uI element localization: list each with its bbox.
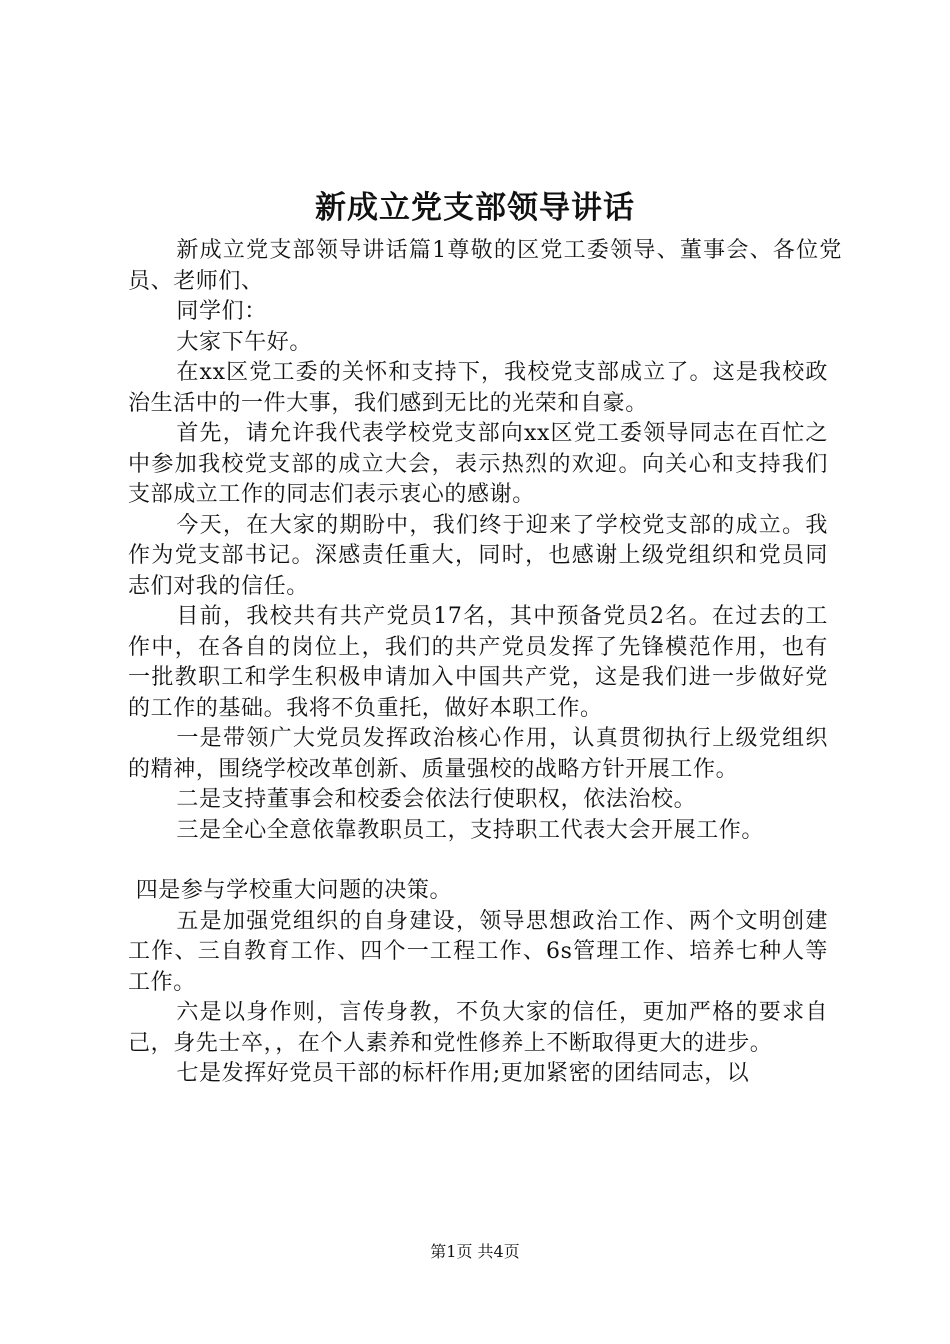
paragraph-4: 在xx区党工委的关怀和支持下，我校党支部成立了。这是我校政治生活中的一件大事，我们感到无比的光荣和自豪。	[128, 360, 828, 416]
paragraph-7: 目前，我校共有共产党员17名，其中预备党员2名。在过去的工作中，在各自的岗位上，我们的共产党员发挥了先锋模范作用，也有一批教职工和学生积极申请加入中国共产党，这是我们进一步做好党的工作的基础。我将不负重托，做好本职工作。	[128, 604, 828, 721]
paragraph-1: 新成立党支部领导讲话篇1尊敬的区党工委领导、董事会、各位党员、老师们、	[128, 238, 842, 294]
paragraph-5: 首先，请允许我代表学校党支部向xx区党工委领导同志在百忙之中参加我校党支部的成立大会，表示热烈的欢迎。向关心和支持我们支部成立工作的同志们表示衷心的感谢。	[128, 421, 828, 507]
page-footer: 第1页 共4页	[430, 1242, 520, 1261]
paragraph-8: 一是带领广大党员发挥政治核心作用，认真贯彻执行上级党组织的精神，围绕学校改革创新、质量强校的战略方针开展工作。	[128, 726, 828, 782]
paragraph-6: 今天，在大家的期盼中，我们终于迎来了学校党支部的成立。我作为党支部书记。深感责任重大，同时，也感谢上级党组织和党员同志们对我的信任。	[128, 512, 828, 599]
document-title: 新成立党支部领导讲话	[315, 190, 635, 226]
paragraph-2: 同学们：	[176, 299, 267, 324]
paragraph-12: 五是加强党组织的自身建设，领导思想政治工作、两个文明创建工作、三自教育工作、四个一工程工作、6s管理工作、培养七种人等工作。	[128, 908, 828, 995]
paragraph-10: 三是全心全意依靠教职员工，支持职工代表大会开展工作。	[176, 817, 764, 843]
paragraph-3: 大家下午好。	[176, 329, 312, 355]
document-body	[128, 236, 842, 1090]
paragraph-9: 二是支持董事会和校委会依法行使职权，依法治校。	[176, 787, 697, 812]
paragraph-11: 四是参与学校重大问题的决策。	[135, 878, 453, 903]
paragraph-13: 六是以身作则，言传身教，不负大家的信任，更加严格的要求自己，身先士卒，，在个人素养和党性修养上不断取得更大的进步。	[128, 1000, 828, 1056]
paragraph-14: 七是发挥好党员干部的标杆作用;更加紧密的团结同志，以	[176, 1061, 750, 1086]
